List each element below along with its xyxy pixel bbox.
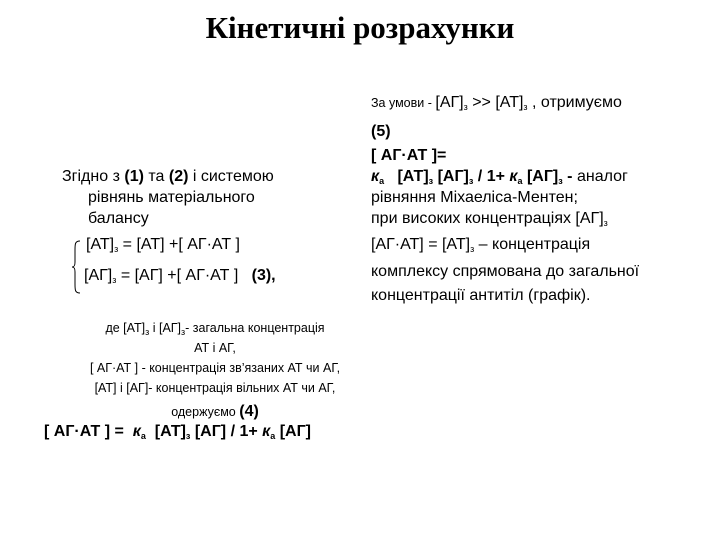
obtain-text: одержуємо [171,405,240,419]
intro-text [62,166,352,229]
definition-line-5 [50,402,380,422]
ref-2: (2) [168,168,189,185]
eq2-sub: з [112,275,117,285]
definitions [50,318,380,422]
eq1-rhs: = [АТ] +[ АГ·АТ ] [118,236,240,253]
f5-lhs: [ АГ·АТ ]= [371,147,447,164]
intro-prefix: Згідно з [62,168,125,185]
eq1-sub: з [114,244,119,254]
ref-3: (3), [251,267,276,284]
f4-k: к [132,423,141,440]
intro-and: та [143,168,169,185]
high-conc-text: при високих концентраціях [АГ] [371,210,604,227]
intro-line1 [62,168,274,185]
f4-at-sub: з [185,431,191,441]
definition-line-2: АТ і АГ, [194,341,236,355]
intro-line3: балансу [88,210,149,227]
f4-k2-sub: а [270,431,276,441]
f4-mid: [АГ] / 1+ [190,423,263,440]
ref-1: (1) [124,168,144,185]
formula-5 [371,166,701,187]
f5-ag: [АГ] [433,168,469,185]
f4-lhs: [ АГ·АТ ] = [44,423,129,440]
eq-line-sub: з [470,244,475,254]
brace-icon [72,240,82,294]
def1-a: де [АТ] [105,321,146,335]
f5-k2-sub: а [517,176,523,186]
formula-4 [44,423,311,441]
f4-k2: к [262,423,271,440]
high-conc-sub: з [603,218,608,228]
f5-mid: / 1+ [473,168,510,185]
eq-line-rest: – концентрація [474,236,591,253]
cond-sub2: з [523,102,528,112]
complex-line-2: концентрації антитіл (графік). [371,287,591,304]
ref-5: (5) [371,123,391,140]
eq2-lhs: [АГ] [84,267,113,284]
eq2-rhs: = [АГ] +[ АГ·АТ ] [116,267,239,284]
def1-sub2: з [181,327,186,337]
slide-title: Кінетичні розрахунки [205,10,515,45]
f5-at: [АТ] [397,168,429,185]
f4-at: [АТ] [154,423,186,440]
system-equation-1 [86,236,240,254]
system-equation-2 [84,267,276,285]
definition-line-4: [АТ] і [АГ]- концентрація вільних АТ чи АГ, [94,381,336,395]
f5-k: к [371,168,380,185]
f5-analog: аналог [572,168,628,185]
f5-dash: - [562,168,573,185]
f5-ag2-sub: з [558,176,563,186]
f5-k2: к [509,168,518,185]
intro-rest: і системою [188,168,274,185]
f5-at-sub: з [428,176,434,186]
def1-c: - загальна концентрація [185,321,325,335]
condition-line [371,92,701,114]
cond-sub1: з [463,102,468,112]
f4-end: [АГ] [275,423,312,440]
def1-sub1: з [145,327,150,337]
intro-line2: рівнянь матеріального [88,189,255,206]
complex-line-1: комплексу спрямована до загальної [371,263,640,280]
def1-b: і [АГ] [149,321,182,335]
cond-prefix: За умови - [371,96,436,110]
definition-line-3: [ АГ·АТ ] - концентрація зв’язаних АТ чи АГ, [89,361,341,375]
eq-line-lhs: [АГ·АТ] = [АТ] [371,236,471,253]
f5-k-sub: а [379,176,385,186]
right-column [371,92,701,306]
eq1-lhs: [АТ] [86,236,115,253]
ref-4: (4) [239,403,259,420]
f4-k-sub: а [140,431,146,441]
f5-ag2: [АГ] [522,168,559,185]
cond-obtain: , отримуємо [527,94,622,111]
f5-ag-sub: з [468,176,474,186]
eq-line [371,234,701,255]
definition-line-1 [50,318,380,338]
mm-line: рівняння Міхаеліса-Ментен; [371,189,578,206]
cond-at: >> [АТ] [467,94,524,111]
cond-ag: [АГ] [435,94,464,111]
high-conc-line [371,208,701,229]
